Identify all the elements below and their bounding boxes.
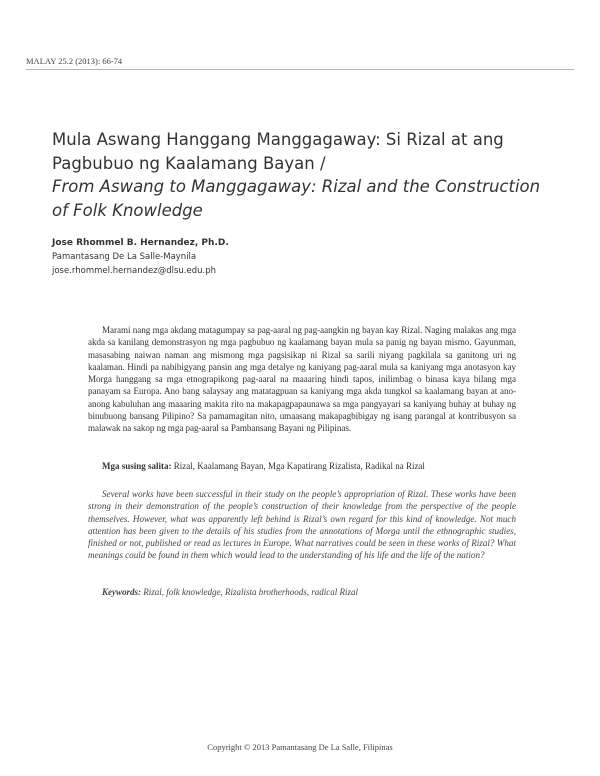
keywords-english <box>102 587 358 597</box>
copyright-footer: Copyright © 2013 Pamantasang De La Salle, Filipinas <box>207 742 393 752</box>
keywords-english-label: Keywords: <box>102 587 141 597</box>
keywords-english-text: Rizal, folk knowledge, Rizalista brotherhoods, radical Rizal <box>141 587 358 597</box>
article-title <box>52 128 552 222</box>
abstract-filipino: Marami nang mga akdang matagumpay sa pag-aaral ng pag-aangkin ng bayan kay Rizal. Naging malakas ang mga akda sa kanilang demonstrasyon ng mga pagbubuo ng kaalamang bayan mula sa panig ng bayan mismo. Gayunman, masasabing naiwan naman ang mismong mga pagsisikap ni Rizal sa sarili niyang pagkilala sa ganitong uri ng kaalaman. Hindi pa nabibigyang pansin ang mga detalye ng kaniyang pag-aaral mula sa kaniyang mga anotasyon kay Morga hanggang sa mga etnograpikong pag-aaral na maaaring hindi tapos, inilimbag o binasa kaya bilang mga panayam sa Europa. Ano bang salaysay ang matatagpuan sa kaniyang mga akda tungkol sa kaalamang bayan at ano-anong kabuluhan ang maaaring makita rito na makapagpapaunawa sa mga pangyayari sa kaniyang buhay at buhay ng binubuong bansang Pilipino? Sa pamamagitan nito, umaasang makapagbibigay ng isang parangal at kontribusyon sa malawak na sakop ng mga pag-aaral sa Pambansang Bayani ng Pilipinas. <box>88 325 516 434</box>
header-rule <box>26 69 574 70</box>
title-line-4: of Folk Knowledge <box>52 200 203 220</box>
author-affiliation: Pamantasang De La Salle-Maynila <box>52 252 197 262</box>
author-name: Jose Rhommel B. Hernandez, Ph.D. <box>52 238 229 248</box>
keywords-filipino <box>102 461 425 471</box>
keywords-filipino-text: Rizal, Kaalamang Bayan, Mga Kapatirang Rizalista, Radikal na Rizal <box>171 461 425 471</box>
author-block <box>52 236 229 278</box>
author-email[interactable]: jose.rhommel.hernandez@dlsu.edu.ph <box>52 266 217 276</box>
keywords-filipino-label: Mga susing salita: <box>102 461 172 471</box>
abstract-english: Several works have been successful in their study on the people’s appropriation of Rizal. These works have been strong in their demonstration of the people’s construction of their knowledge from the perspective of the people themselves. However, what was apparently left behind is Rizal’s own regard for this kind of knowledge. Not much attention has been given to the details of his studies from the annotations of Morga until the ethnographic studies, finished or not, published or read as lectures in Europe. What narratives could be seen in these works of Rizal? What meanings could be found in them which would lead to the understanding of his life and the life of the nation? <box>88 489 516 561</box>
journal-citation: MALAY 25.2 (2013): 66-74 <box>26 56 123 66</box>
title-line-2: Pagbubuo ng Kaalamang Bayan / <box>52 153 326 173</box>
title-line-1: Mula Aswang Hanggang Manggagaway: Si Rizal at ang <box>52 130 504 149</box>
title-line-3: From Aswang to Manggagaway: Rizal and the Construction <box>52 177 541 196</box>
